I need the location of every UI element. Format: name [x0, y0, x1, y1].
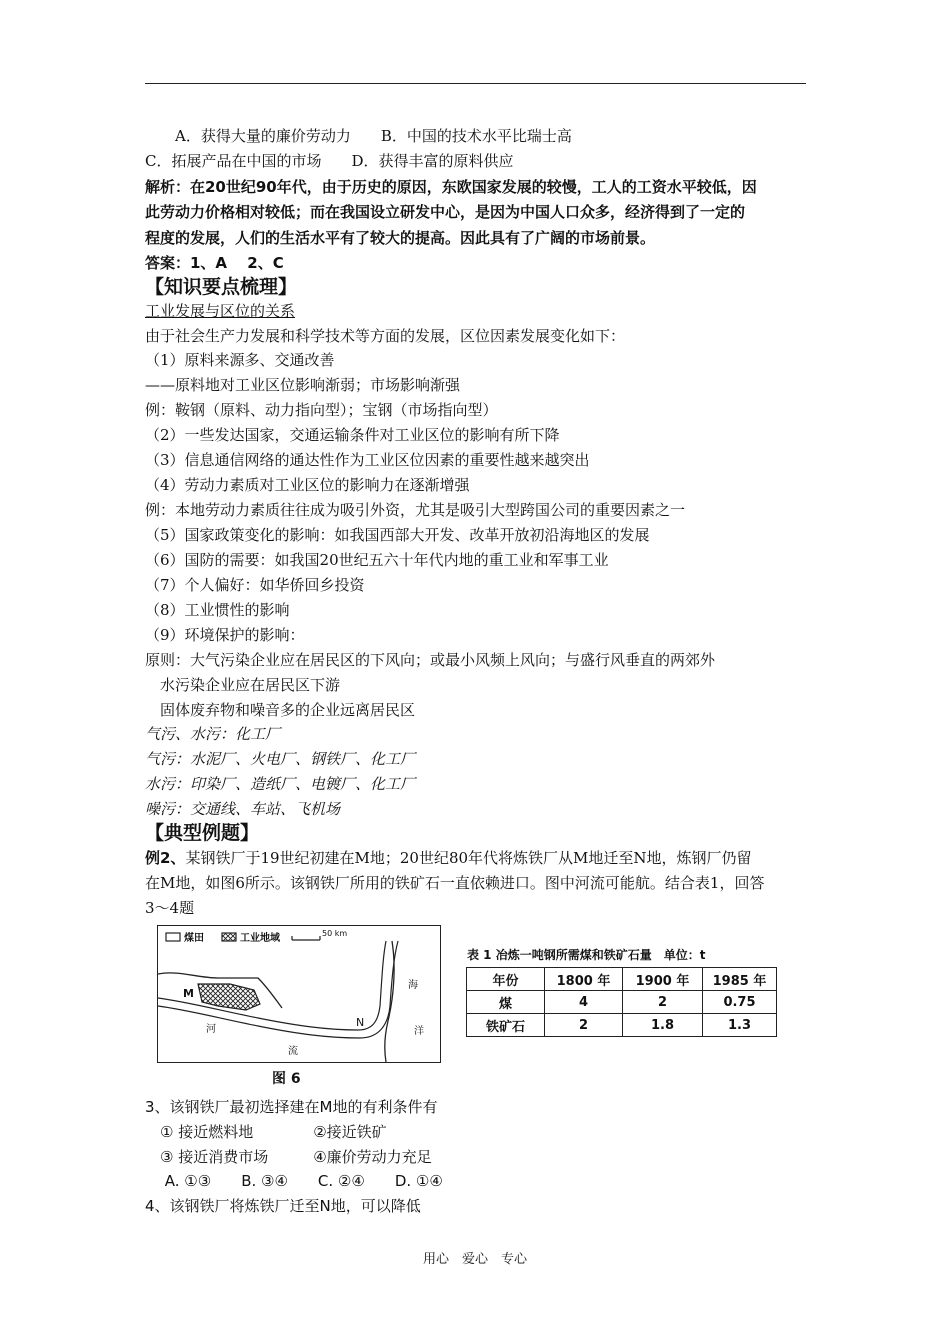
- river-label-2: 流: [288, 1046, 298, 1057]
- paragraph-line: （2）一些发达国家，交通运输条件对工业区位的影响有所下降: [145, 426, 560, 444]
- paragraph-line: 水污染企业应在居民区下游: [145, 676, 341, 694]
- table-title: 表 1 冶炼一吨钢所需煤和铁矿石量 单位：t: [467, 948, 706, 962]
- answer-line: 答案：1、A 2、C: [145, 254, 284, 272]
- table-row: [467, 991, 777, 1014]
- analysis-line-2: 此劳动力价格相对较低；而在我国设立研发中心，是因为中国人口众多，经济得到了一定的: [145, 203, 746, 221]
- table-cell: 2: [545, 1014, 623, 1037]
- point-n-label: N: [356, 1016, 365, 1029]
- table-cell: 0.75: [703, 991, 777, 1014]
- subtitle-industry-location: 工业发展与区位的关系: [145, 302, 296, 320]
- table-cell: 铁矿石: [467, 1014, 545, 1037]
- example-line-3: 3～4题: [145, 899, 195, 917]
- sea-label-2: 洋: [414, 1026, 424, 1037]
- figure-6-map: [157, 925, 441, 1063]
- paragraph-line: （7）个人偏好：如华侨回乡投资: [145, 576, 365, 594]
- point-m-label: M: [183, 987, 194, 1000]
- table-cell: 1.3: [703, 1014, 777, 1037]
- table-header-cell: 1800 年: [545, 968, 623, 991]
- table-cell: 煤: [467, 991, 545, 1014]
- table-cell: 2: [623, 991, 703, 1014]
- paragraph-line: （6）国防的需要：如我国20世纪五六十年代内地的重工业和军事工业: [145, 551, 609, 569]
- paragraph-line: （5）国家政策变化的影响：如我国西部大开发、改革开放初沿海地区的发展: [145, 526, 650, 544]
- question-3-options-1: ① 接近燃料地 ②接近铁矿: [145, 1123, 387, 1141]
- river-label-1: 河: [206, 1024, 216, 1035]
- pollution-line: 噪污：交通线、车站、飞机场: [145, 800, 341, 818]
- scale-label: 50 km: [322, 929, 348, 938]
- section-heading-examples: 【典型例题】: [145, 822, 260, 844]
- paragraph-line: 原则：大气污染企业应在居民区的下风向；或最小风频上风向；与盛行风垂直的两郊外: [145, 651, 716, 669]
- paragraph-line: （4）劳动力素质对工业区位的影响力在逐渐增强: [145, 476, 470, 494]
- example-label: 例2、: [145, 849, 186, 867]
- legend-industry-label: 工业地域: [240, 933, 280, 944]
- question-3-choices: A. ①③ B. ③④ C. ②④ D. ①④: [145, 1172, 443, 1190]
- paragraph-line: 由于社会生产力发展和科学技术等方面的发展，区位因素发展变化如下：: [145, 327, 626, 345]
- page-footer: 用心 爱心 专心: [422, 1252, 527, 1267]
- option-line-ab: A．获得大量的廉价劳动力 B．中国的技术水平比瑞士高: [145, 127, 572, 145]
- figure-caption: 图 6: [272, 1071, 301, 1087]
- example-line-2: 在M地，如图6所示。该钢铁厂所用的铁矿石一直依赖进口。图中河流可能航。结合表1，回答: [145, 874, 765, 892]
- pollution-line: 气污：水泥厂、火电厂、钢铁厂、化工厂: [145, 750, 416, 768]
- table-header-row: [467, 968, 777, 991]
- table-cell: 1.8: [623, 1014, 703, 1037]
- sea-label-1: 海: [408, 980, 418, 991]
- paragraph-line: 例：鞍钢（原料、动力指向型）；宝钢（市场指向型）: [145, 401, 498, 419]
- legend-coal-label: 煤田: [184, 933, 204, 944]
- table-row: [467, 1014, 777, 1037]
- analysis-line-1: 解析：在20世纪90年代，由于历史的原因，东欧国家发展的较慢，工人的工资水平较低，因: [145, 178, 757, 196]
- option-line-cd: C．拓展产品在中国的市场 D．获得丰富的原料供应: [145, 152, 514, 170]
- example-text: 某钢铁厂于19世纪初建在M地；20世纪80年代将炼铁厂从M地迁至N地，炼钢厂仍留: [185, 849, 752, 867]
- table-header-cell: 1900 年: [623, 968, 703, 991]
- paragraph-line: 固体废弃物和噪音多的企业远离居民区: [145, 701, 416, 719]
- paragraph-line: ——原料地对工业区位影响渐弱；市场影响渐强: [145, 376, 461, 394]
- paragraph-line: （8）工业惯性的影响: [145, 601, 290, 619]
- table-header-cell: 1985 年: [703, 968, 777, 991]
- paragraph-line: 例：本地劳动力素质往往成为吸引外资，尤其是吸引大型跨国公司的重要因素之一: [145, 501, 686, 519]
- question-3-options-2: ③ 接近消费市场 ④廉价劳动力充足: [145, 1148, 432, 1166]
- question-3: 3、该钢铁厂最初选择建在M地的有利条件有: [145, 1098, 438, 1116]
- section-heading-knowledge: 【知识要点梳理】: [145, 276, 298, 298]
- paragraph-line: （1）原料来源多、交通改善: [145, 351, 335, 369]
- pollution-line: 水污：印染厂、造纸厂、电镀厂、化工厂: [145, 775, 416, 793]
- paragraph-line: （3）信息通信网络的通达性作为工业区位因素的重要性越来越突出: [145, 451, 590, 469]
- header-rule: [145, 83, 806, 84]
- analysis-line-3: 程度的发展，人们的生活水平有了较大的提高。因此具有了广阔的市场前景。: [145, 229, 656, 247]
- pollution-line: 气污、水污：化工厂: [145, 725, 281, 743]
- example-line-1: [145, 848, 752, 868]
- question-4: 4、该钢铁厂将炼铁厂迁至N地，可以降低: [145, 1197, 421, 1215]
- table-cell: 4: [545, 991, 623, 1014]
- table-header-cell: 年份: [467, 968, 545, 991]
- paragraph-line: （9）环境保护的影响：: [145, 626, 305, 644]
- table-1: [466, 967, 777, 1037]
